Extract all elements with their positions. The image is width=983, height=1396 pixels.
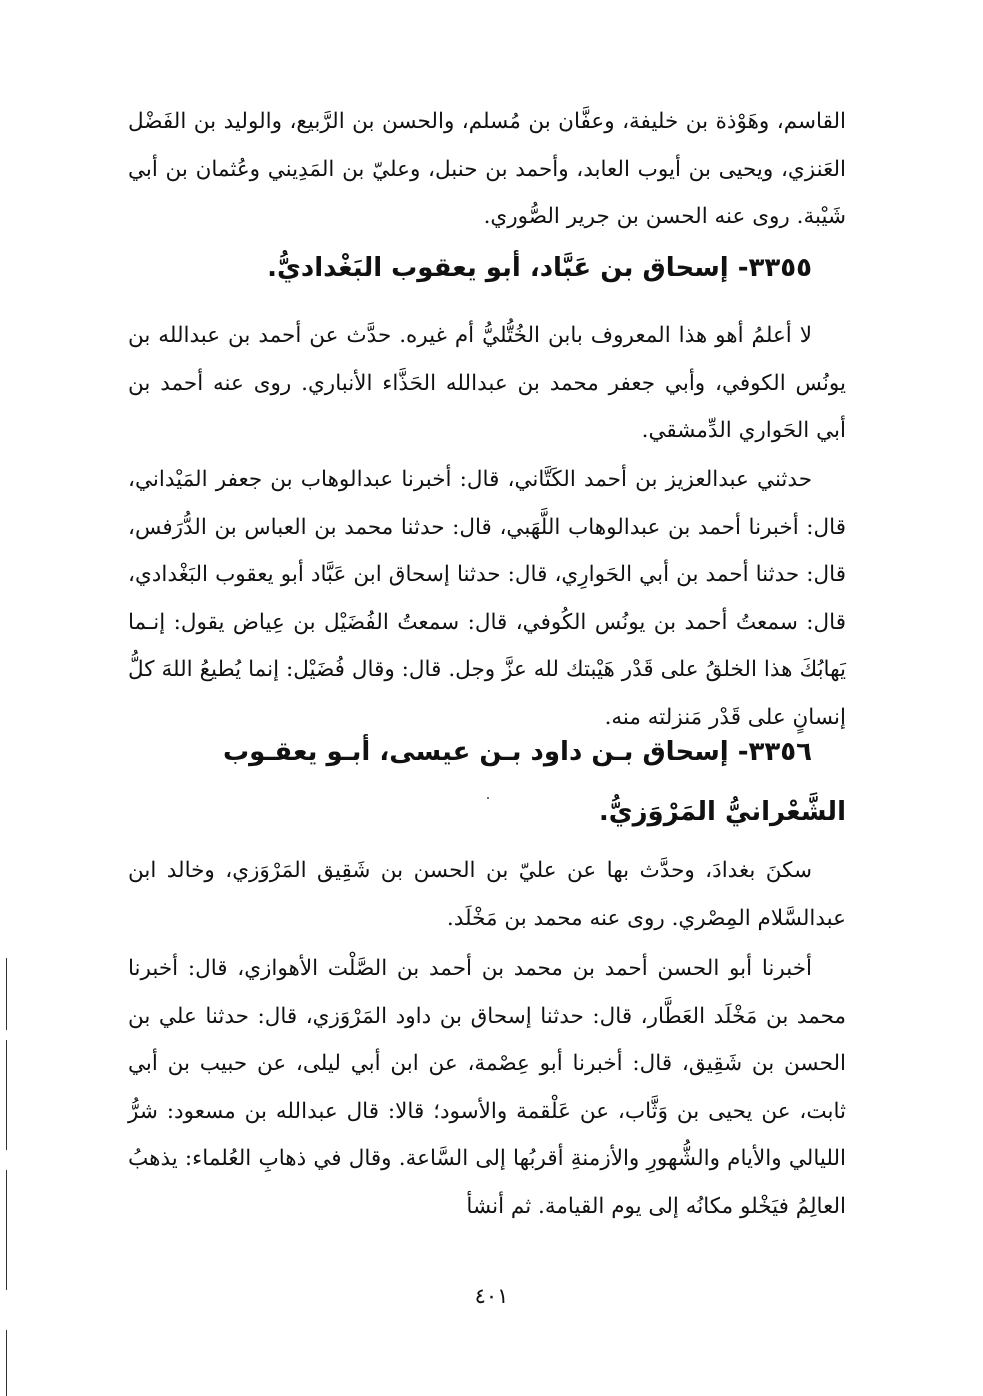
paragraph-text: سكنَ بغدادَ، وحدَّث بها عن عليّ بن الحسن بن شَقِيق المَرْوَزي، وخالد ابن عبدالسَّلام المِصْري. روى عنه محمد بن مَخْلَد. (128, 858, 846, 931)
scan-margin-line (6, 1330, 7, 1396)
paragraph-entry-3355-narration (128, 456, 846, 741)
entry-heading-3356 (128, 722, 846, 842)
scan-margin-line (6, 1170, 7, 1290)
paragraph-text: لا أعلمُ أهو هذا المعروف بابن الخُتُّليُّ أم غيره. حدَّث عن أحمد بن عبدالله بن يونُس الكوفي، وأبي جعفر محمد بن عبدالله الحَذَّاء الأنباري. روى عنه أحمد بن أبي الحَواري الدِّمشقي. (128, 323, 846, 443)
entry-heading-text: ٣٣٥٦- إسحاق بـن داود بـن عيسى، أبـو يعقـوب الشَّعْرانيُّ المَرْوَزيُّ. (222, 737, 846, 827)
scan-margin-line (6, 1040, 7, 1150)
paragraph-continuation (128, 98, 846, 241)
paragraph-text: القاسم، وهَوْذة بن خليفة، وعفَّان بن مُسلم، والحسن بن الرَّبيع، والوليد بن الفَضْل العَنزي، ويحيى بن أيوب العابد، وأحمد بن حنبل، وعليّ بن المَدِيني وعُثمان بن أبي شَيْبة. روى عنه الحسن بن جرير الصُّوري. (128, 109, 846, 229)
page-number: ٤٠١ (474, 1284, 509, 1308)
paragraph-entry-3356-bio (128, 847, 846, 942)
scan-margin-line (6, 958, 7, 1030)
paragraph-entry-3355-bio (128, 312, 846, 455)
paragraph-entry-3356-narration (128, 945, 846, 1230)
paragraph-text: حدثني عبدالعزيز بن أحمد الكَتَّاني، قال: أخبرنا عبدالوهاب بن جعفر المَيْداني، قال: أخبرنا أحمد بن عبدالوهاب اللَّهَبي، قال: حدثنا محمد بن العباس بن الدُّرَفس، قال: حدثنا أحمد بن أبي الحَوارِي، قال: حدثنا إسحاق ابن عَبَّاد أبو يعقوب البَغْدادي، قال: سمعتُ أحمد بن يونُس الكُوفي، قال: سمعتُ الفُضَيْل بن عِياض يقول: إنـما يَهابُكَ هذا الخلقُ على قَدْر هَيْبتك لله عزَّ وجل. قال: وقال فُضَيْل: إنما يُطيعُ اللهَ كلُّ إنسانٍ على قَدْر مَنزلته منه. (128, 467, 846, 730)
scan-speck (487, 797, 489, 799)
entry-heading-3355 (128, 244, 846, 292)
paragraph-text: أخبرنا أبو الحسن أحمد بن محمد بن أحمد بن الصَّلْت الأهوازي، قال: أخبرنا محمد بن مَخْلَد العَطَّار، قال: حدثنا إسحاق بن داود المَرْوَزي، قال: حدثنا علي بن الحسن بن شَقِيق، قال: أخبرنا أبو عِصْمة، عن ابن أبي ليلى، عن حبيب بن أبي ثابت، عن يحيى بن وَثَّاب، عن عَلْقمة والأسود؛ قالا: قال عبدالله بن مسعود: شرُّ الليالي والأيام والشُّهورِ والأزمنةِ أقربُها إلى السَّاعة. وقال في ذهابِ العُلماء: يذهبُ العالِمُ فيَخْلو مكانُه إلى يوم القيامة. ثم أنشأ (128, 956, 846, 1219)
entry-heading-text: ٣٣٥٥- إسحاق بن عَبَّاد، أبو يعقوب البَغْداديُّ. (267, 253, 812, 283)
